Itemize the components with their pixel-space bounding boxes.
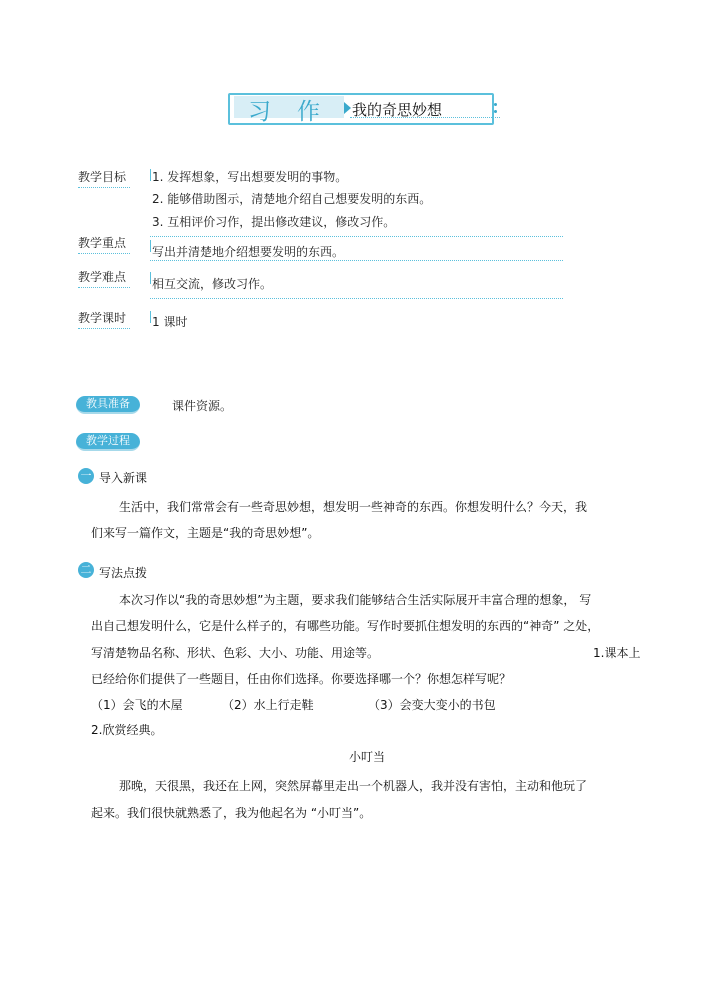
section1-number: 一 [78, 468, 94, 484]
section2-line-4: 已经给你们提供了一些题目，任由你们选择。你要选择哪一个？你想怎样写呢？ [91, 672, 512, 686]
goals-label: 教学目标 [78, 168, 130, 188]
goal-item-1: 1. 发挥想象，写出想要发明的事物。 [152, 170, 348, 184]
section1-title: 导入新课 [99, 471, 148, 485]
goals-divider [150, 236, 563, 237]
process-pill: 教学过程 [76, 433, 140, 451]
hours-text: 1 课时 [152, 315, 188, 329]
goal-item-3: 3. 互相评价习作，提出修改建议，修改习作。 [152, 215, 396, 229]
difficulty-label: 教学难点 [78, 268, 130, 288]
section2-line-3-tail: 1.课本上 [593, 646, 641, 660]
goals-tick [150, 169, 151, 181]
option-3: （3）会变大变小的书包 [368, 698, 496, 712]
header-dots-icon [494, 103, 498, 115]
story-title: 小叮当 [349, 750, 386, 764]
prep-text: 课件资源。 [172, 399, 233, 413]
header-underline [350, 117, 500, 118]
section2-line-3: 写清楚物品名称、形状、色彩、大小、功能、用途等。 [91, 646, 380, 660]
difficulty-text: 相互交流，修改习作。 [152, 277, 273, 291]
section2-line-1: 本次习作以“我的奇思妙想”为主题，要求我们能够结合生活实际展开丰富合理的想象， 写 [119, 593, 592, 607]
header-main-title: 习作 [248, 99, 346, 125]
key-divider [150, 260, 563, 261]
section2-line-2: 出自己想发明什么，它是什么样子的，有哪些功能。写作时要抓住想发明的东西的“神奇” 之处， [91, 619, 600, 633]
key-label: 教学重点 [78, 234, 130, 254]
lesson-header [228, 93, 498, 127]
classic-heading: 2.欣赏经典。 [91, 723, 163, 737]
section2-title: 写法点拨 [99, 566, 148, 580]
story-line-1: 那晚，天很黑，我还在上网，突然屏幕里走出一个机器人，我并没有害怕，主动和他玩了 [119, 779, 588, 793]
difficulty-tick [150, 272, 151, 284]
prep-pill: 教具准备 [76, 396, 140, 414]
section1-line-1: 生活中，我们常常会有一些奇思妙想，想发明一些神奇的东西。你想发明什么？今天，我 [119, 500, 588, 514]
header-subtitle: 我的奇思妙想 [352, 101, 443, 119]
hours-tick [150, 311, 151, 323]
section1-line-2: 们来写一篇作文，主题是“我的奇思妙想”。 [91, 526, 320, 540]
header-arrow-icon [344, 102, 351, 114]
option-2: （2）水上行走鞋 [222, 698, 314, 712]
difficulty-divider [150, 298, 563, 299]
key-text: 写出并清楚地介绍想要发明的东西。 [152, 245, 345, 259]
story-line-2: 起来。我们很快就熟悉了，我为他起名为 “小叮当”。 [91, 806, 372, 820]
option-1: （1）会飞的木屋 [91, 698, 183, 712]
section2-number: 二 [78, 562, 94, 578]
goal-item-2: 2. 能够借助图示，清楚地介绍自己想要发明的东西。 [152, 192, 432, 206]
key-tick [150, 240, 151, 252]
hours-label: 教学课时 [78, 309, 130, 329]
